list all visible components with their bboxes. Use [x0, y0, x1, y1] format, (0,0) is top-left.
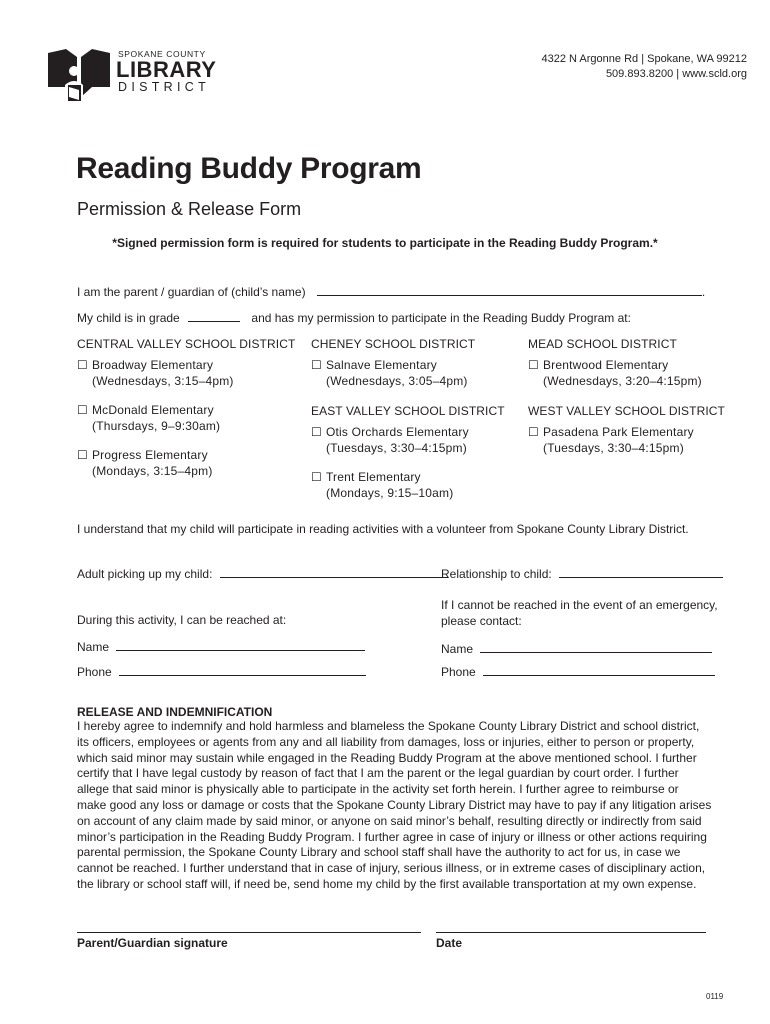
phone-label: Phone [441, 665, 476, 679]
checkbox-icon[interactable]: ☐ [77, 448, 88, 462]
school-option[interactable] [311, 357, 468, 389]
phone-row-right [441, 664, 715, 679]
school-name: Trent Elementary [325, 470, 421, 484]
school-option[interactable] [528, 357, 702, 389]
grade-row [77, 310, 631, 325]
relationship-label: Relationship to child: [441, 567, 552, 581]
school-name: McDonald Elementary [91, 403, 214, 417]
parent-guardian-row: I am the parent / guardian of (child’s name) . [77, 285, 706, 299]
relationship-field[interactable] [559, 566, 723, 578]
understand-statement: I understand that my child will participate in reading activities with a volunteer from Spokane County Library District. [77, 522, 689, 536]
school-time: (Wednesdays, 3:20–4:15pm) [543, 374, 702, 388]
name-label: Name [441, 642, 474, 656]
district-mead: MEAD SCHOOL DISTRICT [528, 337, 677, 351]
adult-pickup-field[interactable] [220, 566, 448, 578]
release-line: its officers, employees or agents from any and all liability from damages, loss or injuries, either to person or property, [77, 734, 695, 749]
emergency-label-line: please contact: [441, 614, 522, 628]
grade-suffix: and has my permission to participate in the Reading Buddy Program at: [251, 311, 631, 325]
grade-field[interactable] [188, 310, 240, 322]
page-title: Reading Buddy Program [76, 152, 422, 185]
emergency-name-field[interactable] [480, 641, 712, 653]
library-address [542, 52, 747, 82]
release-heading: RELEASE AND INDEMNIFICATION [77, 705, 273, 719]
release-line: minor’s participation in the Reading Buddy Program. I further agree in case of injury or illness or other actions requiring [77, 829, 707, 844]
logo-line-1: SPOKANE COUNTY [118, 49, 206, 59]
logo-line-3: DISTRICT [118, 80, 211, 94]
district-cheney: CHENEY SCHOOL DISTRICT [311, 337, 476, 351]
release-line: which said minor may sustain while engaged in the Reading Buddy Program at the above mentioned school. I further [77, 750, 697, 765]
school-time: (Thursdays, 9–9:30am) [92, 419, 221, 433]
school-option[interactable] [77, 402, 220, 434]
grade-label: My child is in grade [77, 311, 180, 325]
checkbox-icon[interactable]: ☐ [528, 425, 539, 439]
checkbox-icon[interactable]: ☐ [77, 403, 88, 417]
required-note: *Signed permission form is required for students to participate in the Reading Buddy Program.* [112, 236, 658, 250]
date-label: Date [436, 936, 463, 950]
name-label: Name [77, 640, 110, 654]
reach-label: During this activity, I can be reached at: [77, 613, 287, 627]
release-line: certify that I have legal custody by reason of fact that I am the parent or the legal guardian by court order. I further [77, 766, 679, 781]
release-line: parental permission, the Spokane County Library and school staff shall have the authority to act for us, in case we [77, 845, 681, 860]
school-time: (Wednesdays, 3:15–4pm) [92, 374, 234, 388]
school-time: (Tuesdays, 3:30–4:15pm) [326, 441, 467, 455]
logo-line-2: LIBRARY [116, 57, 217, 82]
release-line: the library or school staff will, if need be, send home my child by the first available transportation at my own expense. [77, 876, 697, 891]
name-row-left [77, 639, 365, 654]
contact-line: 509.893.8200 | www.scld.org [605, 68, 747, 80]
address-line: 4322 N Argonne Rd | Spokane, WA 99212 [541, 53, 747, 65]
release-line: I hereby agree to indemnify and hold harmless and blameless the Spokane County Library District and school district, [77, 719, 700, 733]
name-row-right [441, 641, 712, 656]
release-line: on account of any claim made by said minor, or anyone on said minor’s behalf, resulting directly or indirectly from said [77, 813, 702, 828]
parent-signature-label: Parent/Guardian signature [77, 936, 228, 950]
emergency-phone-field[interactable] [483, 664, 715, 676]
school-time: (Mondays, 3:15–4pm) [92, 464, 213, 478]
school-name: Broadway Elementary [91, 358, 214, 372]
school-option[interactable] [311, 424, 469, 456]
school-name: Progress Elementary [91, 448, 208, 462]
phone-label: Phone [77, 665, 112, 679]
school-name: Otis Orchards Elementary [325, 425, 469, 439]
pickup-row [77, 566, 448, 581]
date-field[interactable] [436, 932, 706, 933]
library-logo [46, 47, 216, 107]
parent-guardian-label: I am the parent / guardian of (child’s name) [77, 285, 306, 299]
checkbox-icon[interactable]: ☐ [528, 358, 539, 372]
contact-name-field[interactable] [116, 639, 365, 651]
form-code: 0119 [706, 992, 724, 1001]
school-option[interactable] [77, 447, 213, 479]
checkbox-icon[interactable]: ☐ [77, 358, 88, 372]
parent-signature-field[interactable] [77, 932, 421, 933]
school-name: Pasadena Park Elementary [542, 425, 694, 439]
district-central-valley: CENTRAL VALLEY SCHOOL DISTRICT [77, 337, 296, 351]
book-reader-icon [46, 47, 112, 105]
release-line: allege that said minor is physically able to participate in the activity set forth herein. I further agree to reimburse or [77, 782, 679, 797]
district-west-valley: WEST VALLEY SCHOOL DISTRICT [528, 404, 725, 418]
school-name: Brentwood Elementary [542, 358, 669, 372]
release-line: make good any loss or damage or costs that the Spokane County Library District may have to pay if any litigation arises [77, 797, 712, 812]
school-name: Salnave Elementary [325, 358, 437, 372]
release-line: cannot be reached. I further understand that in case of injury, serious illness, or in extreme cases of disciplinary action, [77, 861, 706, 876]
school-time: (Wednesdays, 3:05–4pm) [326, 374, 468, 388]
phone-row-left [77, 664, 366, 679]
school-option[interactable] [77, 357, 234, 389]
checkbox-icon[interactable]: ☐ [311, 358, 322, 372]
school-time: (Mondays, 9:15–10am) [326, 486, 454, 500]
district-east-valley: EAST VALLEY SCHOOL DISTRICT [311, 404, 505, 418]
school-option[interactable] [528, 424, 694, 456]
emergency-label-line: If I cannot be reached in the event of an emergency, [441, 598, 718, 612]
school-option[interactable] [311, 469, 453, 501]
release-paragraph [77, 719, 727, 893]
emergency-label [441, 597, 718, 629]
adult-pickup-label: Adult picking up my child: [77, 567, 213, 581]
checkbox-icon[interactable]: ☐ [311, 470, 322, 484]
page-subtitle: Permission & Release Form [77, 199, 302, 219]
relationship-row [441, 566, 723, 581]
school-time: (Tuesdays, 3:30–4:15pm) [543, 441, 684, 455]
contact-phone-field[interactable] [119, 664, 366, 676]
child-name-field[interactable] [317, 284, 702, 296]
checkbox-icon[interactable]: ☐ [311, 425, 322, 439]
